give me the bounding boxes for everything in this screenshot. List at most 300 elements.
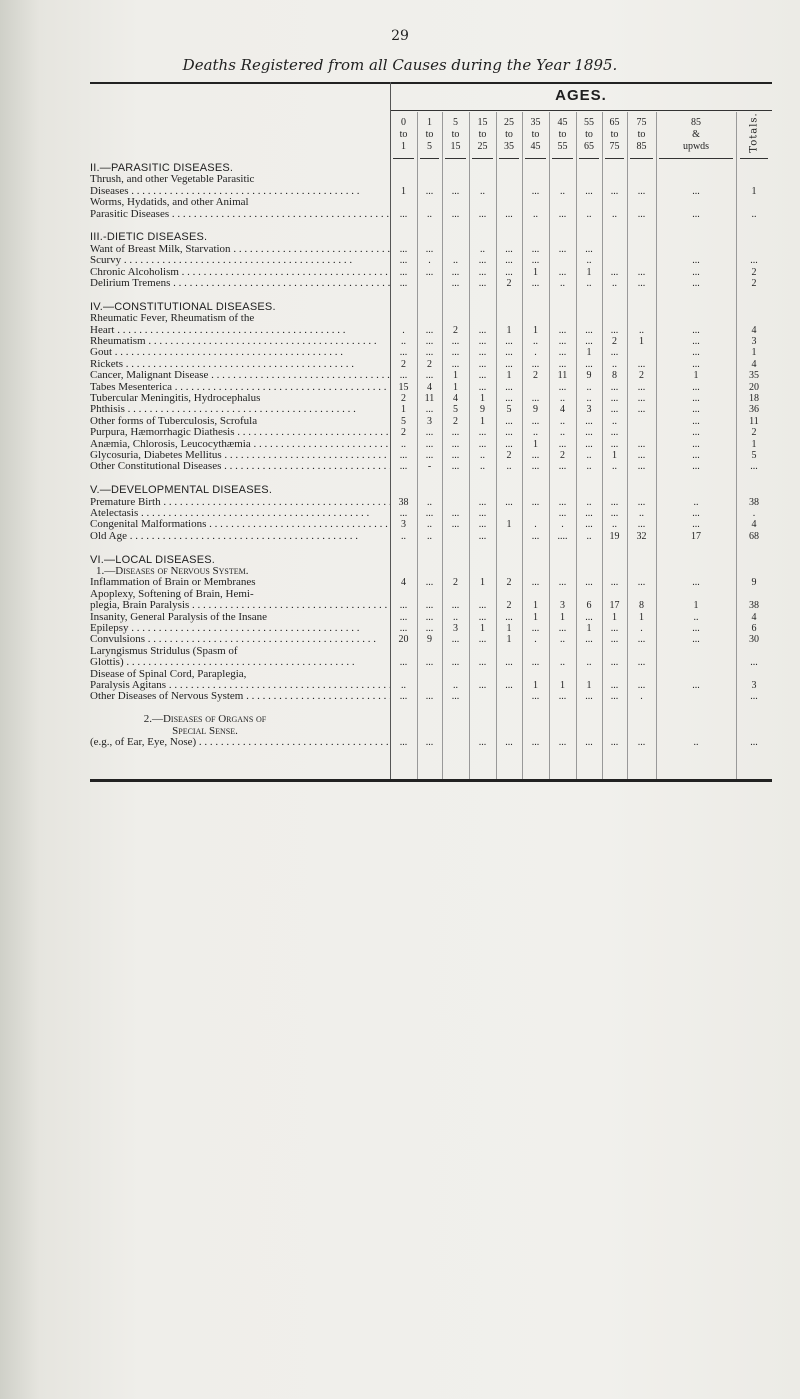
table-cell: ... — [531, 278, 540, 289]
table-cell: ... — [478, 358, 487, 370]
table-cell: . — [561, 519, 564, 531]
table-cell: .. — [480, 461, 485, 473]
table-cell: 20 — [398, 634, 409, 646]
table-cell: ... — [585, 519, 593, 531]
table-cell: ... — [425, 623, 434, 634]
table-cell: ... — [451, 450, 460, 461]
table-cell: 5 — [453, 404, 458, 416]
table-cell: .. — [427, 519, 432, 531]
table-cell: ... — [451, 634, 460, 646]
table-cell: ... — [531, 691, 540, 703]
table-cell: ... — [451, 347, 460, 359]
table-cell: ... — [425, 404, 434, 416]
table-cell: ... — [505, 255, 513, 267]
table-cell: ... — [478, 266, 487, 278]
table-cell: 2 — [506, 450, 512, 461]
total-cell: 68 — [749, 530, 759, 542]
table-cell: 1 — [693, 370, 699, 382]
table-cell: 1 — [533, 680, 538, 691]
table-cell: .. — [453, 680, 458, 691]
table-cell: ... — [610, 393, 619, 404]
table-cell: ... — [558, 508, 567, 519]
age-column-header — [469, 117, 496, 153]
age-column-header-bot: 75 — [609, 141, 620, 152]
age-column-header-bot: 85 — [636, 141, 647, 152]
ages-header-rule — [390, 110, 772, 111]
table-cell: 9 — [533, 404, 538, 416]
table-cell: 1 — [586, 266, 592, 278]
table-cell: ... — [531, 657, 540, 669]
table-cell: ... — [505, 336, 513, 347]
row-label: Cancer, Malignant Disease . . . — [90, 370, 390, 381]
table-cell: ... — [399, 657, 408, 669]
table-cell: ... — [399, 370, 408, 382]
table-cell: ... — [558, 496, 567, 508]
row-label: Rheumatic Fever, Rheumatism of the — [90, 313, 255, 325]
row-label: Gout . . . — [90, 347, 390, 358]
table-cell: ... — [478, 427, 487, 439]
table-cell: 2 — [401, 358, 406, 370]
age-column-header-bot: 1 — [401, 141, 406, 152]
table-cell: 2 — [612, 336, 617, 347]
table-cell: ... — [425, 737, 434, 748]
table-cell: .. — [427, 496, 432, 508]
table-cell: ... — [425, 691, 434, 703]
table-cell: ... — [637, 450, 646, 461]
table-cell: ... — [451, 600, 460, 612]
table-cell: ... — [637, 519, 646, 531]
row-label: Laryngismus Stridulus (Spasm of — [90, 645, 238, 657]
total-cell: 5 — [751, 450, 757, 461]
table-cell: .. — [427, 208, 432, 220]
table-cell: .. — [560, 278, 565, 289]
table-cell: ... — [692, 634, 700, 646]
age-column-header-bot: 15 — [450, 141, 461, 152]
header-dash — [605, 158, 624, 159]
table-cell: .. — [586, 530, 592, 542]
table-top-rule — [90, 82, 772, 84]
row-label: Scurvy . . . — [90, 255, 390, 266]
table-cell: .... — [557, 530, 568, 542]
table-cell: ... — [399, 461, 408, 473]
table-cell: .. — [560, 393, 565, 404]
table-cell: ... — [425, 347, 434, 359]
table-cell: ... — [610, 657, 619, 669]
table-cell: ... — [637, 381, 646, 393]
table-cell: ... — [585, 324, 593, 336]
table-cell: 5 — [506, 404, 512, 416]
total-cell: 3 — [751, 680, 757, 691]
table-cell: ... — [451, 336, 460, 347]
table-cell: 15 — [398, 381, 409, 393]
table-cell: 1 — [533, 438, 538, 450]
table-cell: .. — [533, 336, 538, 347]
row-label: Phthisis . . . — [90, 404, 390, 415]
table-cell: ... — [505, 415, 513, 427]
total-cell: 1 — [751, 185, 757, 197]
table-cell: ... — [425, 324, 434, 336]
table-cell: ... — [692, 623, 700, 634]
table-cell: ... — [692, 336, 700, 347]
table-cell: ... — [478, 600, 487, 612]
total-cell: 38 — [749, 496, 759, 508]
table-cell: ... — [558, 381, 567, 393]
table-cell: ... — [610, 324, 619, 336]
age-column-header — [522, 117, 549, 153]
table-cell: ... — [637, 634, 646, 646]
row-label: Other forms of Tuberculosis, Scrofula — [90, 415, 258, 427]
table-cell: ... — [610, 438, 619, 450]
table-cell: ... — [399, 508, 408, 519]
table-cell: ... — [610, 496, 619, 508]
age-column-header-top: 35 — [530, 117, 541, 128]
table-cell: ... — [531, 530, 540, 542]
table-cell: ... — [505, 438, 513, 450]
header-dash — [472, 158, 493, 159]
age-column-header — [442, 117, 469, 153]
age-column-header-mid: & — [692, 129, 700, 140]
table-cell: ... — [505, 266, 513, 278]
age-column-header-top: 1 — [427, 117, 432, 128]
table-cell: 2 — [401, 427, 406, 439]
table-cell: 3 — [586, 404, 592, 416]
table-cell: .. — [453, 611, 458, 623]
row-label: Paralysis Agitans . . . — [90, 680, 390, 691]
age-column-header-top: 0 — [401, 117, 406, 128]
age-column-header — [602, 117, 627, 153]
table-cell: .. — [480, 450, 485, 461]
total-cell: 4 — [751, 324, 757, 336]
table-cell: ... — [505, 358, 513, 370]
table-cell: ... — [531, 461, 540, 473]
row-label: Inflammation of Brain or Membranes — [90, 577, 256, 589]
table-cell: ... — [585, 336, 593, 347]
table-cell: .. — [533, 427, 538, 439]
table-cell: . — [534, 519, 537, 531]
table-cell: ... — [692, 438, 700, 450]
table-cell: 9 — [427, 634, 432, 646]
table-cell: 1 — [506, 634, 512, 646]
table-cell: ... — [478, 336, 487, 347]
table-cell: 1 — [560, 611, 565, 623]
total-cell: 20 — [749, 381, 759, 393]
row-label: Purpura, Hæmorrhagic Diathesis . . . — [90, 427, 390, 438]
total-cell: . — [752, 508, 756, 519]
table-cell: .. — [560, 185, 565, 197]
table-cell: .. — [612, 358, 617, 370]
table-cell: ... — [478, 255, 487, 267]
table-cell: ... — [505, 496, 513, 508]
table-cell: ... — [505, 208, 513, 220]
table-cell: ... — [637, 657, 646, 669]
age-column-header-bot: 35 — [504, 141, 514, 152]
table-cell: ... — [451, 358, 460, 370]
total-cell: 1 — [751, 438, 757, 450]
table-cell: ... — [399, 600, 408, 612]
table-cell: ... — [585, 737, 593, 748]
table-cell: ... — [692, 358, 700, 370]
table-cell: ... — [478, 508, 487, 519]
table-cell: 2 — [401, 393, 406, 404]
table-cell: .. — [586, 381, 592, 393]
row-label: Other Diseases of Nervous System . . . — [90, 691, 390, 702]
row-label: Old Age . . . — [90, 531, 390, 542]
table-cell: .. — [612, 278, 617, 289]
table-cell: 1 — [586, 680, 592, 691]
table-cell: ... — [531, 243, 540, 255]
table-cell: ... — [558, 691, 567, 703]
table-cell: ... — [531, 185, 540, 197]
table-cell: ... — [531, 577, 540, 589]
table-cell: ... — [637, 496, 646, 508]
table-cell: .. — [427, 530, 432, 542]
table-cell: ... — [478, 519, 487, 531]
table-cell: ... — [692, 415, 700, 427]
total-cell: 4 — [751, 519, 757, 531]
age-column-header-mid: to — [558, 129, 567, 140]
table-cell: 2 — [560, 450, 565, 461]
table-cell: ... — [478, 634, 487, 646]
total-cell: ... — [750, 737, 758, 748]
age-column-header-top: 5 — [453, 117, 458, 128]
table-cell: ... — [478, 381, 487, 393]
age-column-header-mid: to — [451, 129, 460, 140]
table-cell: ... — [531, 415, 540, 427]
age-column-header-mid: to — [610, 129, 619, 140]
header-dash — [552, 158, 573, 159]
table-cell: 2 — [533, 370, 538, 382]
table-cell: ... — [425, 243, 434, 255]
table-cell: ... — [505, 657, 513, 669]
age-column-header-bot: 45 — [530, 141, 541, 152]
table-cell: .. — [480, 243, 485, 255]
table-cell: ... — [478, 324, 487, 336]
table-cell: ... — [451, 427, 460, 439]
table-cell: 2 — [639, 370, 644, 382]
table-cell: ... — [637, 185, 646, 197]
table-cell: ... — [692, 278, 700, 289]
table-cell: 17 — [609, 600, 620, 612]
table-cell: ... — [399, 737, 408, 748]
total-cell: 2 — [751, 278, 757, 289]
table-cell: ... — [558, 266, 567, 278]
table-cell: ... — [558, 243, 567, 255]
table-cell: ... — [531, 737, 540, 748]
table-cell: ... — [610, 508, 619, 519]
page-number: 29 — [391, 28, 409, 44]
table-cell: 1 — [612, 450, 617, 461]
table-cell: .. — [533, 208, 538, 220]
total-cell: 4 — [751, 358, 757, 370]
table-cell: .. — [560, 634, 565, 646]
table-cell: 8 — [612, 370, 617, 382]
row-label: Heart . . . — [90, 325, 390, 336]
table-cell: . — [534, 634, 537, 646]
age-column-header-bot: 5 — [427, 141, 432, 152]
table-cell: 1 — [533, 611, 538, 623]
table-cell: ... — [478, 657, 487, 669]
total-cell: .. — [751, 208, 757, 220]
table-cell: ... — [399, 208, 408, 220]
table-cell: 1 — [480, 623, 485, 634]
total-cell: 4 — [751, 611, 757, 623]
age-column-header-mid: to — [585, 129, 593, 140]
table-cell: ... — [478, 737, 487, 748]
table-cell: ... — [692, 450, 700, 461]
table-cell: 1 — [453, 370, 458, 382]
total-cell: 30 — [749, 634, 759, 646]
age-column-header-mid: to — [425, 129, 434, 140]
section-heading: IV.—CONSTITUTIONAL DISEASES. — [90, 301, 276, 313]
table-cell: 1 — [480, 577, 485, 589]
table-cell: ... — [505, 243, 513, 255]
table-cell: .. — [586, 208, 592, 220]
row-label: Tubercular Meningitis, Hydrocephalus — [90, 393, 261, 404]
table-cell: 1 — [401, 404, 406, 416]
table-cell: 1 — [533, 324, 538, 336]
row-label: Tabes Mesenterica . . . — [90, 382, 390, 393]
table-cell: .. — [586, 278, 592, 289]
table-cell: ... — [399, 623, 408, 634]
table-cell: ... — [451, 691, 460, 703]
total-cell: 3 — [751, 336, 757, 347]
table-cell: ... — [451, 278, 460, 289]
table-cell: .. — [693, 611, 699, 623]
table-cell: ... — [478, 438, 487, 450]
table-cell: ... — [637, 208, 646, 220]
table-cell: ... — [637, 680, 646, 691]
table-cell: 1 — [533, 600, 538, 612]
table-cell: ... — [558, 347, 567, 359]
table-cell: ... — [692, 680, 700, 691]
table-cell: ... — [505, 381, 513, 393]
total-cell: 9 — [751, 577, 757, 589]
table-cell: ... — [692, 208, 700, 220]
table-cell: ... — [558, 324, 567, 336]
table-cell: .. — [586, 461, 592, 473]
age-column-header-top: 15 — [477, 117, 488, 128]
table-cell: ... — [505, 427, 513, 439]
header-dash — [445, 158, 466, 159]
table-cell: 1 — [506, 324, 512, 336]
table-cell: - — [427, 461, 432, 473]
table-cell: ... — [692, 266, 700, 278]
age-column-header-bot: upwds — [682, 141, 710, 152]
table-cell: ... — [692, 393, 700, 404]
table-cell: ... — [692, 381, 700, 393]
row-label: Disease of Spinal Cord, Paraplegia, — [90, 668, 247, 680]
table-cell: .. — [506, 461, 512, 473]
age-column-header-mid: to — [531, 129, 540, 140]
row-label: 1.—Diseases of Nervous System. — [96, 566, 249, 577]
row-label: 2.—Diseases of Organs of — [143, 714, 267, 726]
table-cell: 11 — [557, 370, 568, 382]
table-cell: 1 — [453, 381, 458, 393]
table-cell: ... — [585, 577, 593, 589]
table-cell: ... — [478, 680, 487, 691]
row-label: Glycosuria, Diabetes Mellitus . . . — [90, 450, 390, 461]
age-column-header — [627, 117, 656, 153]
table-cell: ... — [558, 208, 567, 220]
table-cell: 4 — [453, 393, 458, 404]
header-dash — [420, 158, 439, 159]
table-cell: .. — [612, 519, 617, 531]
table-cell: 2 — [453, 415, 458, 427]
section-heading: VI.—LOCAL DISEASES. — [90, 554, 216, 566]
table-cell: ... — [478, 496, 487, 508]
table-cell: ... — [610, 634, 619, 646]
table-cell: .. — [586, 393, 592, 404]
section-heading: II.—PARASITIC DISEASES. — [90, 163, 234, 174]
row-label: Parasitic Diseases . . . — [90, 209, 390, 220]
row-label: Apoplexy, Softening of Brain, Hemi- — [90, 588, 254, 600]
table-cell: 5 — [401, 415, 406, 427]
table-cell: ... — [478, 278, 487, 289]
total-cell: 18 — [749, 393, 759, 404]
table-cell: ... — [637, 438, 646, 450]
table-cell: 1 — [506, 623, 512, 634]
table-cell: ... — [585, 415, 593, 427]
table-cell: ... — [425, 600, 434, 612]
row-label: Glottis) . . . — [90, 657, 390, 668]
table-cell: ... — [558, 336, 567, 347]
table-cell: ... — [692, 347, 700, 359]
table-cell: 2 — [506, 278, 512, 289]
table-cell: .. — [612, 461, 617, 473]
row-label: Premature Birth . . . — [90, 497, 390, 508]
age-column-header — [390, 117, 417, 153]
age-column-header-top: 65 — [609, 117, 620, 128]
age-column-header-top: 85 — [691, 117, 701, 128]
row-label: Chronic Alcoholism . . . — [90, 267, 390, 278]
table-cell: 4 — [401, 577, 406, 589]
table-cell: ... — [610, 347, 619, 359]
header-dash — [740, 158, 768, 159]
age-column-header-mid: to — [505, 129, 513, 140]
age-column-header — [576, 117, 602, 153]
table-cell: 1 — [586, 623, 592, 634]
table-cell: ... — [531, 450, 540, 461]
table-cell: .. — [693, 496, 699, 508]
section-heading: V.—DEVELOPMENTAL DISEASES. — [90, 485, 273, 497]
age-column-header-mid: to — [399, 129, 408, 140]
table-cell: ... — [399, 243, 408, 255]
table-cell: ... — [531, 623, 540, 634]
total-cell: ... — [750, 691, 758, 703]
table-cell: 1 — [506, 370, 512, 382]
table-cell: ... — [425, 450, 434, 461]
table-cell: ... — [610, 577, 619, 589]
age-column-header-bot: 65 — [584, 141, 594, 152]
table-cell: ... — [505, 737, 513, 748]
age-column-header-top: 55 — [584, 117, 594, 128]
table-cell: ... — [610, 691, 619, 703]
table-cell: 1 — [586, 347, 592, 359]
header-dash — [630, 158, 653, 159]
row-label: Convulsions . . . — [90, 634, 390, 645]
age-column-header — [417, 117, 442, 153]
table-cell: 19 — [609, 530, 620, 542]
header-dash — [393, 158, 414, 159]
table-cell: ... — [610, 427, 619, 439]
table-cell: ... — [399, 450, 408, 461]
table-cell: .. — [453, 255, 458, 267]
table-cell: 11 — [424, 393, 435, 404]
totals-header: Totals. — [748, 111, 760, 153]
table-cell: ... — [610, 623, 619, 634]
table-cell: ... — [692, 508, 700, 519]
row-label: Congenital Malformations . . . — [90, 519, 390, 530]
